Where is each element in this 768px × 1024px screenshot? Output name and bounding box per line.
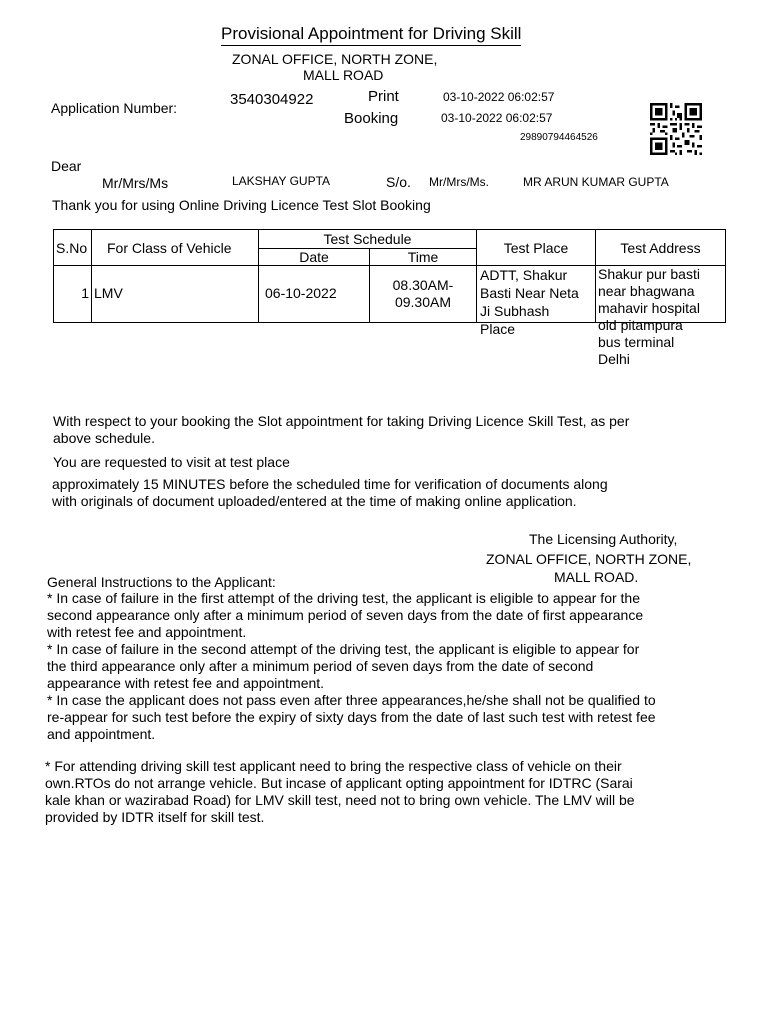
applicant-name: LAKSHAY GUPTA — [232, 174, 331, 188]
authority-line-3: MALL ROAD. — [554, 569, 639, 585]
header-place — [477, 230, 596, 266]
header-class-label: For Class of Vehicle — [107, 239, 232, 256]
header-time-label: Time — [407, 249, 439, 265]
instruction-line: re-appear for such test before the expiry of sixty days from the date of last such test with retest fee — [47, 709, 656, 725]
body-paragraph-2: You are requested to visit at test place — [53, 454, 290, 470]
row-time-line-1: 08.30AM- — [392, 277, 454, 293]
row-address-line: mahavir hospital — [598, 300, 700, 316]
body-paragraph-1-line: above schedule. — [53, 430, 155, 446]
header-sno-label: S.No — [56, 239, 88, 256]
authority-line-1: The Licensing Authority, — [529, 531, 678, 547]
booking-label: Booking — [344, 110, 399, 127]
instruction-line: * In case the applicant does not pass even after three appearances,he/she shall not be qualified to — [47, 692, 656, 708]
thank-you-text: Thank you for using Online Driving Licence Test Slot Booking — [52, 197, 431, 213]
body-paragraph-3-line: with originals of document uploaded/entered at the time of making online application. — [52, 493, 577, 509]
header-schedule — [259, 230, 477, 249]
parent-prefix: Mr/Mrs/Ms. — [429, 175, 489, 189]
row-time-line-2: 09.30AM — [394, 294, 452, 310]
row-date: 06-10-2022 — [265, 285, 337, 301]
header-schedule-label: Test Schedule — [323, 231, 412, 247]
instruction-line: own.RTOs do not arrange vehicle. But incase of applicant opting appointment for IDTRC (Sarai — [45, 775, 633, 791]
instruction-line: * For attending driving skill test applicant need to bring the respective class of vehicle on their — [45, 758, 622, 774]
qr-code-icon — [650, 103, 702, 155]
row-address-line: Shakur pur basti — [598, 266, 700, 282]
header-address-label: Test Address — [620, 239, 701, 256]
row-time-cell — [370, 266, 477, 323]
authority-line-2: ZONAL OFFICE, NORTH ZONE, — [486, 551, 692, 567]
row-address-line: Delhi — [598, 351, 630, 367]
body-paragraph-1 — [53, 413, 629, 447]
row-place-line: Ji Subhash — [480, 303, 550, 319]
instruction-line: appearance with retest fee and appointment. — [47, 675, 325, 691]
print-time: 03-10-2022 06:02:57 — [443, 90, 555, 104]
office-line-2: MALL ROAD — [303, 67, 384, 83]
instruction-line: provided by IDTR itself for skill test. — [45, 809, 265, 825]
office-line-1: ZONAL OFFICE, NORTH ZONE, — [232, 51, 438, 67]
row-place-cell — [477, 266, 596, 337]
row-address-line: near bhagwana — [598, 283, 695, 299]
instruction-line: with retest fee and appointment. — [47, 624, 247, 640]
row-address-line: old pitampura — [598, 317, 683, 333]
instruction-2 — [47, 641, 639, 692]
header-date-label: Date — [299, 249, 329, 265]
body-paragraph-1-line: With respect to your booking the Slot appointment for taking Driving Licence Skill Test, as per — [53, 413, 630, 429]
header-sno — [54, 230, 92, 266]
header-date — [259, 249, 370, 266]
body-paragraph-3 — [52, 476, 608, 510]
instruction-1 — [47, 590, 643, 641]
instruction-line: * In case of failure in the second attempt of the driving test, the applicant is eligible to appear for — [47, 641, 640, 657]
row-class: LMV — [94, 285, 123, 301]
reference-number: 29890794464526 — [520, 132, 598, 143]
booking-time: 03-10-2022 06:02:57 — [441, 111, 553, 125]
header-place-label: Test Place — [503, 239, 569, 256]
table-row — [54, 266, 726, 323]
body-paragraph-3-line: approximately 15 MINUTES before the scheduled time for verification of documents along — [52, 476, 608, 492]
row-place-line: ADTT, Shakur — [480, 267, 568, 283]
row-address-cell — [596, 266, 726, 367]
parent-name: MR ARUN KUMAR GUPTA — [523, 175, 669, 189]
instructions-heading: General Instructions to the Applicant: — [47, 574, 276, 590]
instruction-line: kale khan or wazirabad Road) for LMV skill test, need not to bring own vehicle. The LMV will be — [45, 792, 635, 808]
instruction-4 — [45, 758, 635, 826]
header-address — [596, 230, 726, 266]
application-number-label: Application Number: — [51, 100, 178, 116]
instruction-line: * In case of failure in the first attempt of the driving test, the applicant is eligible to appear for the — [47, 590, 640, 606]
son-of-label: S/o. — [386, 174, 411, 190]
header-class — [92, 230, 259, 266]
row-class-cell — [92, 266, 259, 323]
schedule-table — [53, 229, 726, 367]
row-address-line: bus terminal — [598, 334, 675, 350]
row-sno-cell — [54, 266, 92, 323]
application-number: 3540304922 — [230, 91, 314, 108]
salutation-prefix: Mr/Mrs/Ms — [102, 175, 169, 191]
document-title: Provisional Appointment for Driving Skill — [221, 24, 521, 46]
instruction-line: and appointment. — [47, 726, 156, 742]
row-date-cell — [259, 266, 370, 323]
instruction-line: second appearance only after a minimum period of seven days from the date of first appearance — [47, 607, 644, 623]
row-place-line: Basti Near Neta — [480, 285, 579, 301]
row-place-line: Place — [480, 321, 516, 337]
dear-label: Dear — [51, 158, 82, 174]
header-time — [370, 249, 477, 266]
print-label: Print — [368, 88, 399, 105]
row-sno: 1 — [81, 285, 89, 301]
table-header-row — [54, 230, 726, 249]
instruction-line: the third appearance only after a minimum period of seven days from the date of second — [47, 658, 594, 674]
instruction-3 — [47, 692, 656, 743]
